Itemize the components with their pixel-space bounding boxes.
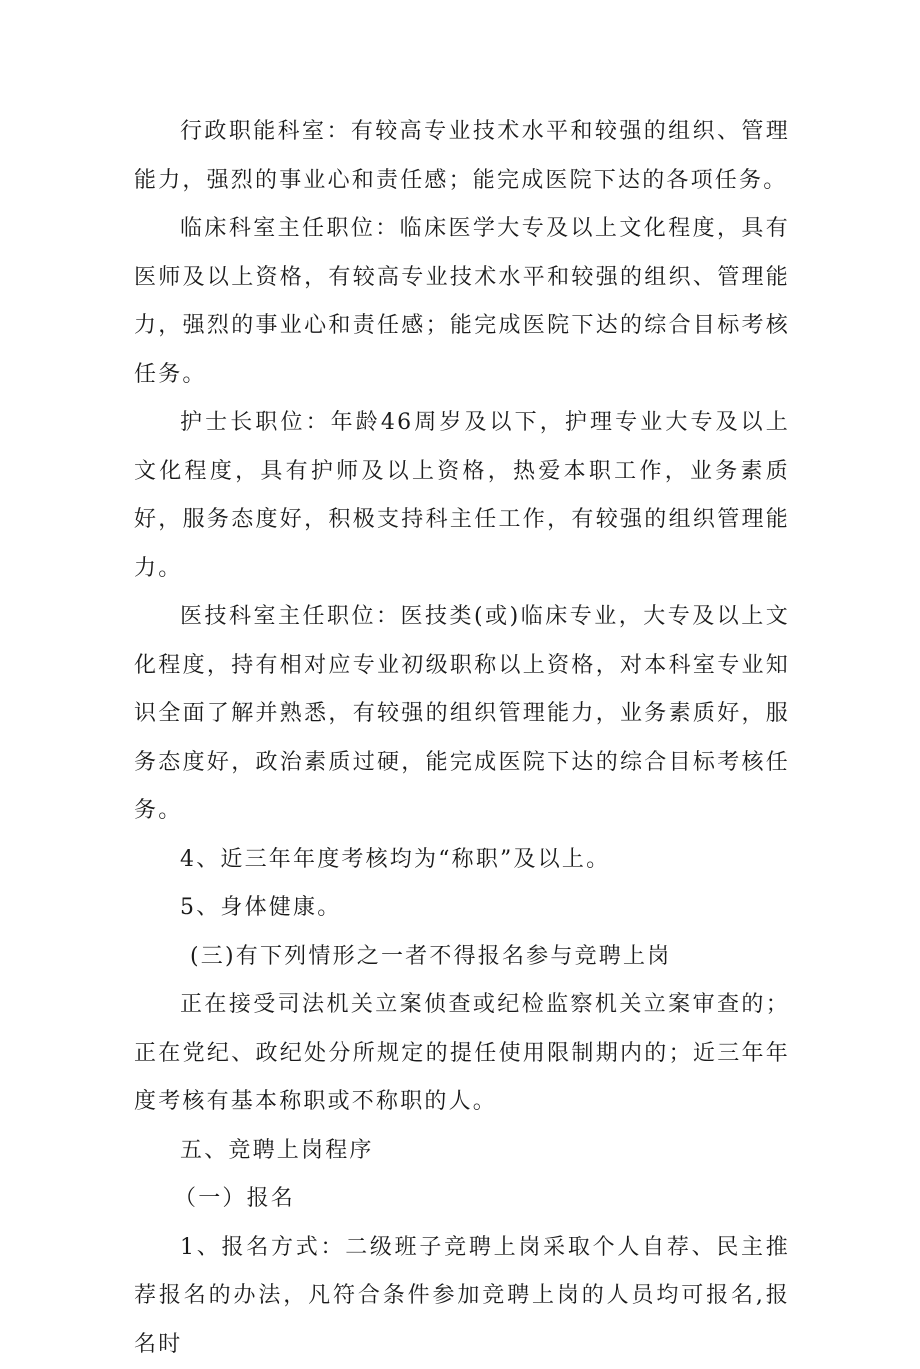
- paragraph-exclusions: 正在接受司法机关立案侦查或纪检监察机关立案审查的；正在党纪、政纪处分所规定的提任使用限制期内的；近三年年度考核有基本称职或不称职的人。: [134, 981, 790, 1127]
- paragraph-item-5: 5、身体健康。: [134, 884, 790, 933]
- paragraph-head-nurse: 护士长职位：年龄46周岁及以下，护理专业大专及以上文化程度，具有护师及以上资格，热爱本职工作，业务素质好，服务态度好，积极支持科主任工作，有较强的组织管理能力。: [134, 399, 790, 593]
- paragraph-admin-dept: 行政职能科室：有较高专业技术水平和较强的组织、管理能力，强烈的事业心和责任感；能完成医院下达的各项任务。: [134, 108, 790, 205]
- paragraph-registration-method: 1、报名方式：二级班子竞聘上岗采取个人自荐、民主推荐报名的办法，凡符合条件参加竞聘上岗的人员均可报名,报名时: [134, 1224, 790, 1369]
- section-3-heading: (三)有下列情形之一者不得报名参与竞聘上岗: [134, 933, 790, 982]
- paragraph-item-4: 4、近三年年度考核均为“称职”及以上。: [134, 836, 790, 885]
- paragraph-medtech-director: 医技科室主任职位：医技类(或)临床专业，大专及以上文化程度，持有相对应专业初级职称以上资格，对本科室专业知识全面了解并熟悉，有较强的组织管理能力，业务素质好，服务态度好，政治素质过硬，能完成医院下达的综合目标考核任务。: [134, 593, 790, 836]
- document-body: [134, 108, 790, 1369]
- paragraph-clinical-director: 临床科室主任职位：临床医学大专及以上文化程度，具有医师及以上资格，有较高专业技术水平和较强的组织、管理能力，强烈的事业心和责任感；能完成医院下达的综合目标考核任务。: [134, 205, 790, 399]
- section-5-heading: 五、竞聘上岗程序: [134, 1127, 790, 1176]
- sub-1-heading: （一）报名: [134, 1175, 790, 1224]
